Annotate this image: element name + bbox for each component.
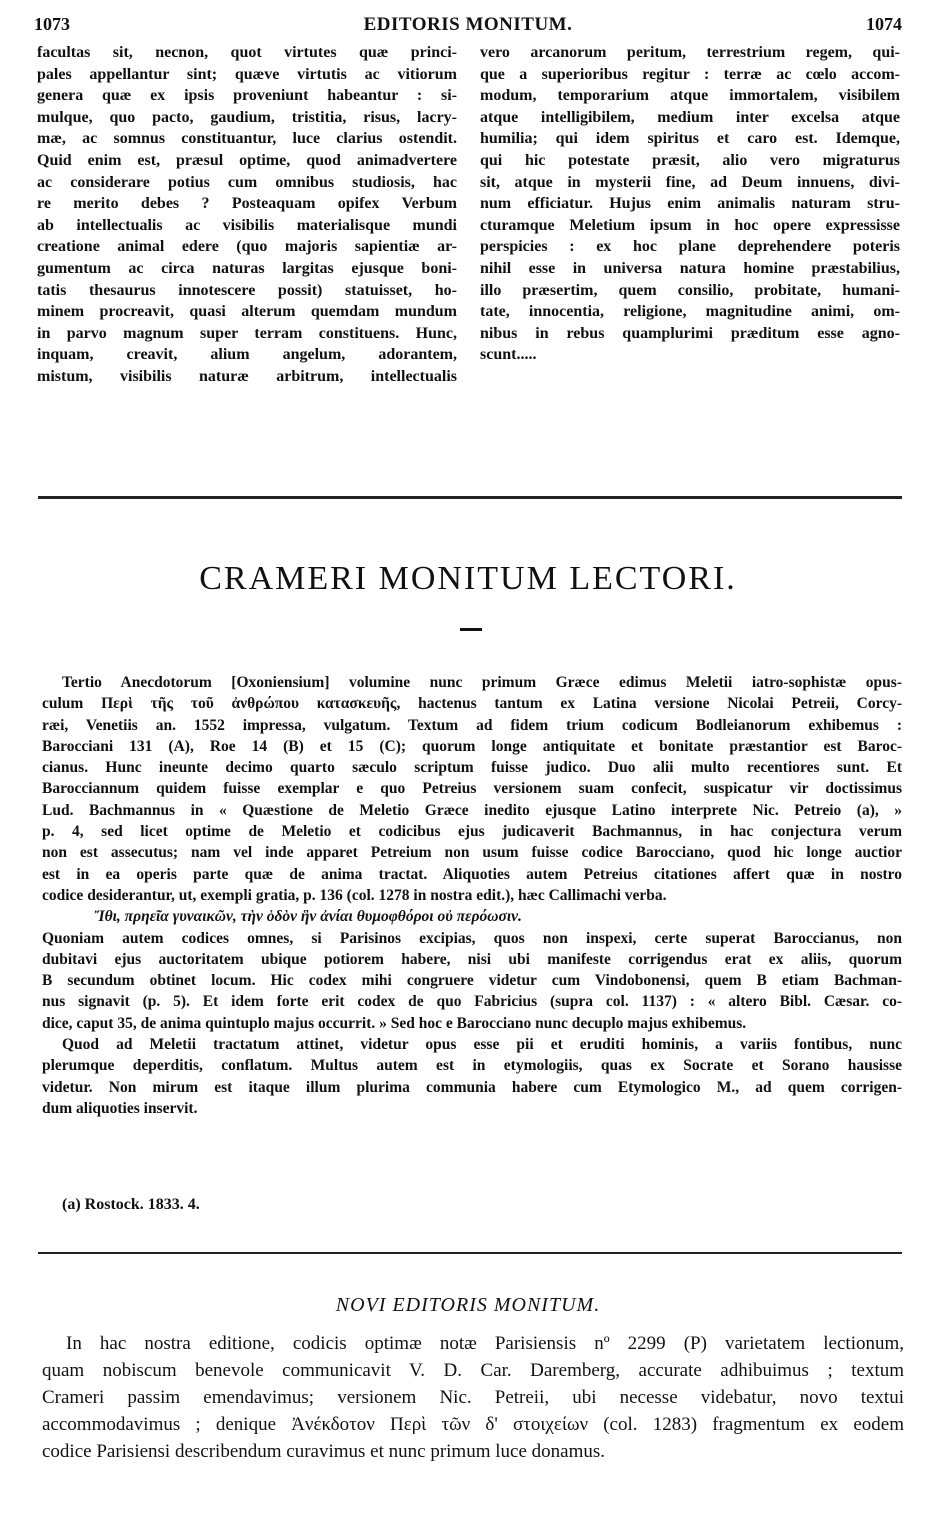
text-line: qui hic potestate præsit, alio vero migraturus (480, 151, 900, 169)
text-line: dum aliquoties inservit. (42, 1099, 198, 1117)
text-line: facultas sit, necnon, quot virtutes quæ princi- (37, 44, 457, 61)
text-line: Lud. Bachmannus in « Quæstione de Meletio Græce inedito ejusque Latino interprete Nic. Petreio (a), » (42, 801, 902, 819)
page-number-left: 1073 (34, 14, 70, 34)
greek-quote: Ἴθι, πρηεῖα γυναικῶν, τὴν ὁδὸν ἣν ἀνίαι θυμοφθόροι οὐ περόωσιν. (94, 908, 522, 926)
text-line: mistum, visibilis naturæ arbitrum, intellectualis (37, 367, 457, 385)
text-line: scunt..... (480, 346, 537, 364)
footnote: (a) Rostock. 1833. 4. (62, 1196, 200, 1213)
text-line: ab intellectualis ac visibilis materialisque mundi (37, 216, 457, 234)
text-line: Quoniam autem codices omnes, si Parisinos excipias, quos non inspexi, certe superat Baroccianus, non (42, 929, 902, 947)
novi-editoris-body (42, 1330, 904, 1465)
text-line: perspicies : ex hoc plane deprehendere poteris (480, 238, 900, 256)
text-line: creatione animal edere (quo majoris sapientiæ ar- (37, 238, 457, 256)
text-line: tate, innocentia, religione, magnitudine animi, om- (480, 303, 900, 321)
text-line: Quod ad Meletii tractatum attinet, videtur opus esse pii et eruditi hominis, a variis fontibus, nunc (62, 1036, 902, 1054)
text-line: Barocciani 131 (A), Roe 14 (B) et 15 (C); quorum longe antiquitate et bonitate præstantior est Baroc- (42, 737, 902, 755)
text-line: est in ea operis parte quæ de anima tractat. Aliquoties autem Petreius citationes affert quæ in nostro (42, 865, 902, 883)
text-line: re merito debes ? Posteaquam opifex Verbum (37, 195, 457, 213)
text-line: plerumque deperditis, conflatum. Multus autem est in etymologiis, quas ex Socrate et Sorano hausisse (42, 1057, 902, 1075)
section-divider-middle (38, 1252, 902, 1254)
text-line: Barocciannum quidem fuisse exemplar e quo Petreius versionem suam confecit, suspicatur vir doctissimus (42, 780, 902, 798)
text-line: Crameri passim emendavimus; versionem Nic. Petreii, ubi necesse videbatur, novo textui (42, 1387, 904, 1408)
text-line: nus signavit (p. 5). Et idem forte erit codex de quo Fabricius (supra col. 1137) : « altero Bibl. Cæsar. co- (42, 993, 902, 1011)
text-line: modum, temporarium atque immortalem, visibilem (480, 87, 900, 105)
text-line: codice desiderantur, ut, exempli gratia, p. 136 (col. 1278 in nostra edit.), hæc Callimachi verba. (42, 886, 667, 904)
right-column (480, 42, 900, 366)
text-line: accommodavimus ; denique Ἀνέκδοτον Περὶ τῶν δ' στοιχείων (col. 1283) fragmentum ex eodem (42, 1414, 904, 1435)
text-line: dice, caput 35, de anima quintuplo majus occurrit. » Sed hoc e Barocciano nunc decuplo majus exhibemus. (42, 1014, 747, 1032)
text-line: Quid enim est, præsul optime, quod animadvertere (37, 151, 457, 169)
text-line: non est assecutus; nam vel inde apparet Petreium non usum fuisse codice Baroccianο, quod hic longe auctior (42, 844, 902, 862)
text-line: minem procreavit, quasi alterum quemdam mundum (37, 303, 457, 321)
running-title: EDITORIS MONITUM. (363, 14, 573, 35)
text-line: p. 4, sed licet optime de Meletio et codicibus ejus judicaverit Bachmannus, in hac conjectura verum (42, 823, 902, 841)
text-line: mulque, quo pacto, gaudium, tristitia, risus, lacry- (37, 108, 457, 126)
text-line: que a superioribus regitur : terræ ac cœlo accom- (480, 65, 900, 83)
text-line: nihil esse in universa natura homine præstabilius, (480, 259, 900, 277)
text-line: In hac nostra editione, codicis optimæ notæ Parisiensis nº 2299 (P) varietatem lectionum, (66, 1333, 904, 1354)
text-line: tatis thesaurus innotescere possit) statuisset, ho- (37, 281, 457, 299)
text-line: ac considerare potius cum omnibus studiosis, hac (37, 173, 457, 191)
text-line: B secundum obtinet locum. Hic codex mihi congruere videtur cum Vindobonensi, quem B etiam Bachman- (42, 972, 902, 990)
text-line: cturamque Meletium ipsum in hoc opere expressisse (480, 216, 900, 234)
text-line: in parvo magnum super terram constituens. Hunc, (37, 324, 457, 342)
text-line: atque intelligibilem, medium inter excelsa atque (480, 108, 900, 126)
text-line: Tertio Anecdotorum [Oxoniensium] volumine nunc primum Græce edimus Meletii iatro-sophistæ opus- (62, 674, 902, 691)
text-line: num efficiatur. Hujus enim animalis naturam stru- (480, 195, 900, 213)
text-line: codice Parisiensi describendum curavimus et nunc primum luce donamus. (42, 1441, 605, 1462)
text-line: culum Περὶ τῆς τοῦ ἀνθρώπου κατασκευῆς, hactenus tantum ex Latina versione Nicolai Petreii, Corcy- (42, 695, 902, 713)
text-line: mæ, ac somnus constituantur, luce clarius ostendit. (37, 130, 457, 148)
text-line: cianus. Hunc ineunte decimo quarto sæculo scriptum fuisse judico. Duo alii multo recentiores sunt. Et (42, 759, 902, 777)
section-title-crameri: CRAMERI MONITUM LECTORI. (199, 560, 737, 597)
text-line: pales appellantur sint; quæve virtutis ac vitiorum (37, 65, 457, 83)
text-line: sit, atque in mysterii fine, ad Deum innuens, divi- (480, 173, 900, 191)
text-line: gumentum ac circa naturas largitas ejusque boni- (37, 259, 457, 277)
text-line: dubitavi ejus auctoritatem ubique potiorem habere, nisi ubi manifeste corrigendus erat ex aliis, quorum (42, 950, 902, 968)
title-dash-ornament (460, 628, 482, 631)
page-number-right: 1074 (866, 14, 902, 34)
text-line: illo præsertim, quem consilio, probitate, humani- (480, 281, 900, 299)
text-line: vero arcanorum peritum, terrestrium regem, qui- (480, 44, 900, 61)
text-line: videtur. Non mirum est itaque illum plurima communia habere cum Etymologico M., ad quem corrigen- (42, 1078, 902, 1096)
page-header (34, 14, 902, 40)
text-line: humilia; qui idem spiritus et caro est. Idemque, (480, 130, 900, 148)
left-column (37, 42, 457, 388)
text-line: quam nobiscum benevole communicavit V. D. Car. Daremberg, accurate adhibuimus ; textum (42, 1360, 904, 1381)
text-line: inquam, creavit, alium angelum, adorantem, (37, 346, 457, 364)
section-divider-top (38, 496, 902, 499)
text-line: nibus in rebus quamplurimi præditum esse agno- (480, 324, 900, 342)
crameri-body (42, 672, 902, 1119)
text-line: genera quæ ex ipsis proveniunt habeantur : si- (37, 87, 457, 105)
section-title-novi-editoris: NOVI EDITORIS MONITUM. (335, 1294, 601, 1316)
text-line: ræi, Venetiis an. 1552 impressa, vulgatum. Textum ad fidem trium codicum Bodleianorum exhibemus : (42, 716, 902, 734)
